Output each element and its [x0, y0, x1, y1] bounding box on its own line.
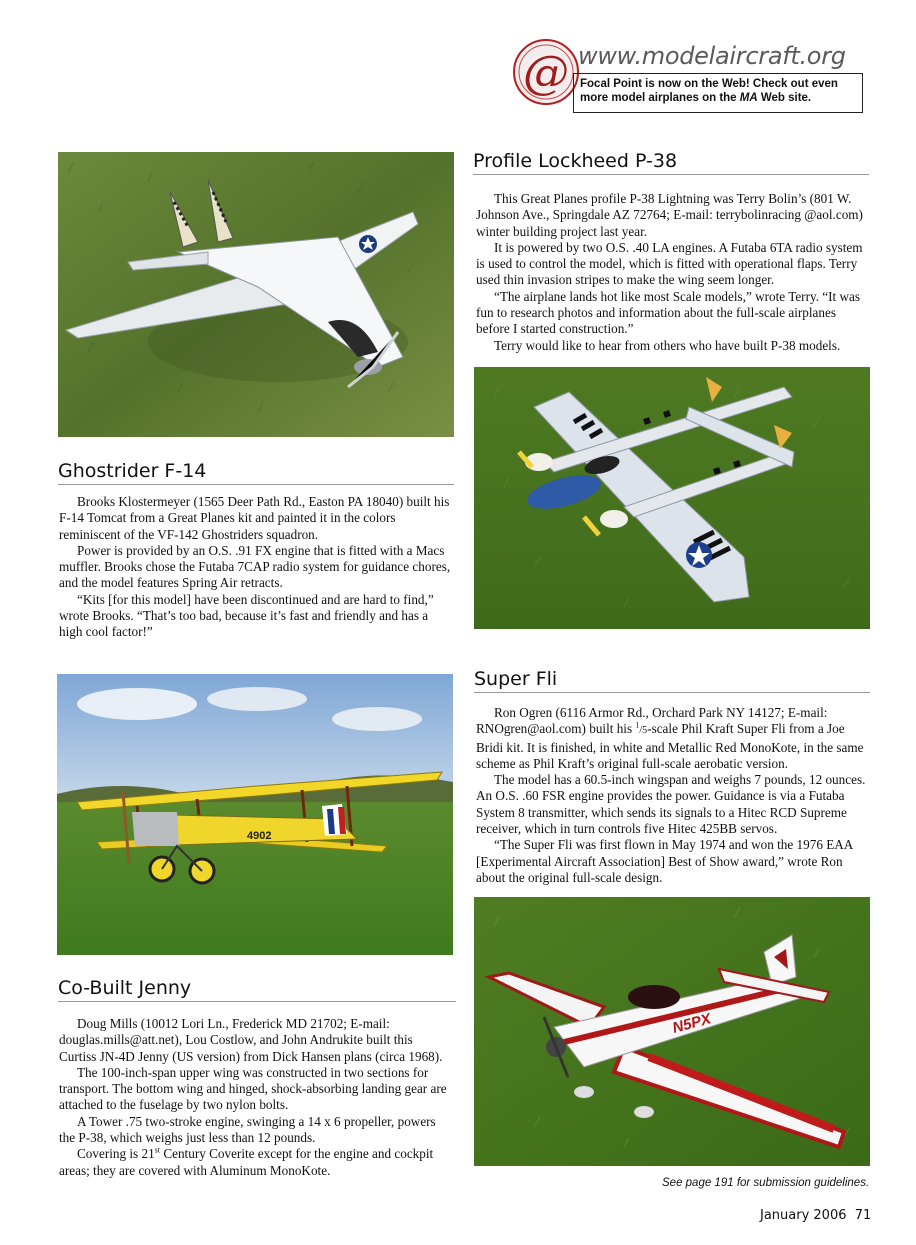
at-sign-logo-icon [512, 38, 580, 106]
superfli-heading: Super Fli [474, 668, 870, 693]
website-url[interactable]: www.modelaircraft.org [578, 42, 846, 70]
jenny-photo [57, 674, 453, 955]
superfli-paragraph: “The Super Fli was first flown in May 1974 and won the 1976 EAA [Experimental Aircraft Association] Best of Show award,” wrote Ron about the original full-scale design. [476, 837, 853, 885]
web-promo-line2: more model airplanes on the MA Web site. [580, 92, 812, 104]
submission-guidelines-note: See page 191 for submission guidelines. [662, 1177, 870, 1189]
p38-photo [474, 367, 870, 629]
p38-paragraph: Terry would like to hear from others who have built P-38 models. [494, 337, 841, 353]
superfli-paragraph: The model has a 60.5-inch wingspan and weighs 7 pounds, 12 ounces. An O.S. .60 FSR engine provides the power. Guidance is via a Futaba System 8 transmitter, which sends its signals to a Hitec RCD Supreme receiver, which in turn controls five Hitec 425BB servos. [476, 772, 866, 837]
superfli-registration: N5PX [670, 1010, 713, 1037]
f14-photo [58, 152, 454, 437]
jenny-paragraph: A Tower .75 two-stroke engine, swinging a 14 x 6 propeller, powers the P-38, which weighs just less than 12 pounds. [59, 1113, 436, 1146]
f14-paragraph: “Kits [for this model] have been discontinued and are hard to find,” wrote Brooks. “That’s too bad, because it’s fast and friendly and has a high cool factor!” [59, 591, 434, 640]
jenny-paragraph: The 100-inch-span upper wing was constructed in two sections for transport. The bottom wing and hinged, shock-absorbing landing gear are attached to the fuselage by two nylon bolts. [59, 1064, 447, 1113]
page-number: 71 [854, 1208, 872, 1223]
superfli-photo [474, 897, 870, 1166]
issue-date: January 2006 [760, 1208, 847, 1223]
f14-paragraph: Brooks Klostermeyer (1565 Deer Path Rd., Easton PA 18040) built his F-14 Tomcat from a Great Planes kit and painted it in the colors reminiscent of the VF-142 Ghostriders squadron. [59, 494, 450, 542]
jenny-paragraph: Doug Mills (10012 Lori Ln., Frederick MD 21702; E-mail: douglas.mills@att.net), Lou Costlow, and John Andrukite built this Curtiss JN-4D Jenny (US version) from Dick Hansen plans (circa 1968). [59, 1016, 443, 1064]
jenny-tail-number: 4902 [247, 830, 272, 842]
jenny-heading: Co-Built Jenny [58, 977, 456, 1002]
p38-article-body [476, 191, 866, 354]
page-folio [760, 1208, 871, 1223]
f14-paragraph: Power is provided by an O.S. .91 FX engine that is fitted with a Macs muffler. Brooks chose the Futaba 7CAP radio system for guidance chores, and the model features Spring Air retracts. [59, 542, 451, 591]
f14-article-body [59, 494, 452, 641]
web-promo-line1: Focal Point is now on the Web! Check out even [580, 78, 838, 90]
p38-paragraph: This Great Planes profile P-38 Lightning was Terry Bolin’s (801 W. Johnson Ave., Springdale AZ 72764; E-mail: terrybolinracing @aol.com) winter building project last year. [476, 191, 863, 239]
superfli-paragraph: Ron Ogren (6116 Armor Rd., Orchard Park NY 14127; E-mail: RNOgren@aol.com) built his $^1$/5-scale Phil Kraft Super Fli from a Joe Bridi kit. It is finished, in white and Metallic Red MonoKote, in the same scheme as Phil Kraft’s original full-scale aerobatic version. [476, 705, 864, 771]
logo-letter: @ [523, 45, 569, 99]
f14-heading: Ghostrider F-14 [58, 460, 454, 485]
p38-paragraph: “The airplane lands hot like most Scale models,” wrote Terry. “It was fun to research photos and information about the full-scale airplanes before I started construction.” [476, 288, 861, 337]
jenny-paragraph: Covering is 21st Century Coverite except for the engine and cockpit areas; they are covered with Aluminum MonoKote. [59, 1145, 434, 1178]
jenny-article-body [59, 1016, 453, 1179]
p38-heading: Profile Lockheed P-38 [473, 150, 869, 175]
p38-paragraph: It is powered by two O.S. .40 LA engines. A Futaba 6TA radio system is used to control the model, which is fitted with operational flaps. Terry used thin invasion stripes to make the wing seem longer. [476, 239, 863, 288]
superfli-article-body [476, 705, 868, 886]
web-promo-box [573, 73, 863, 113]
